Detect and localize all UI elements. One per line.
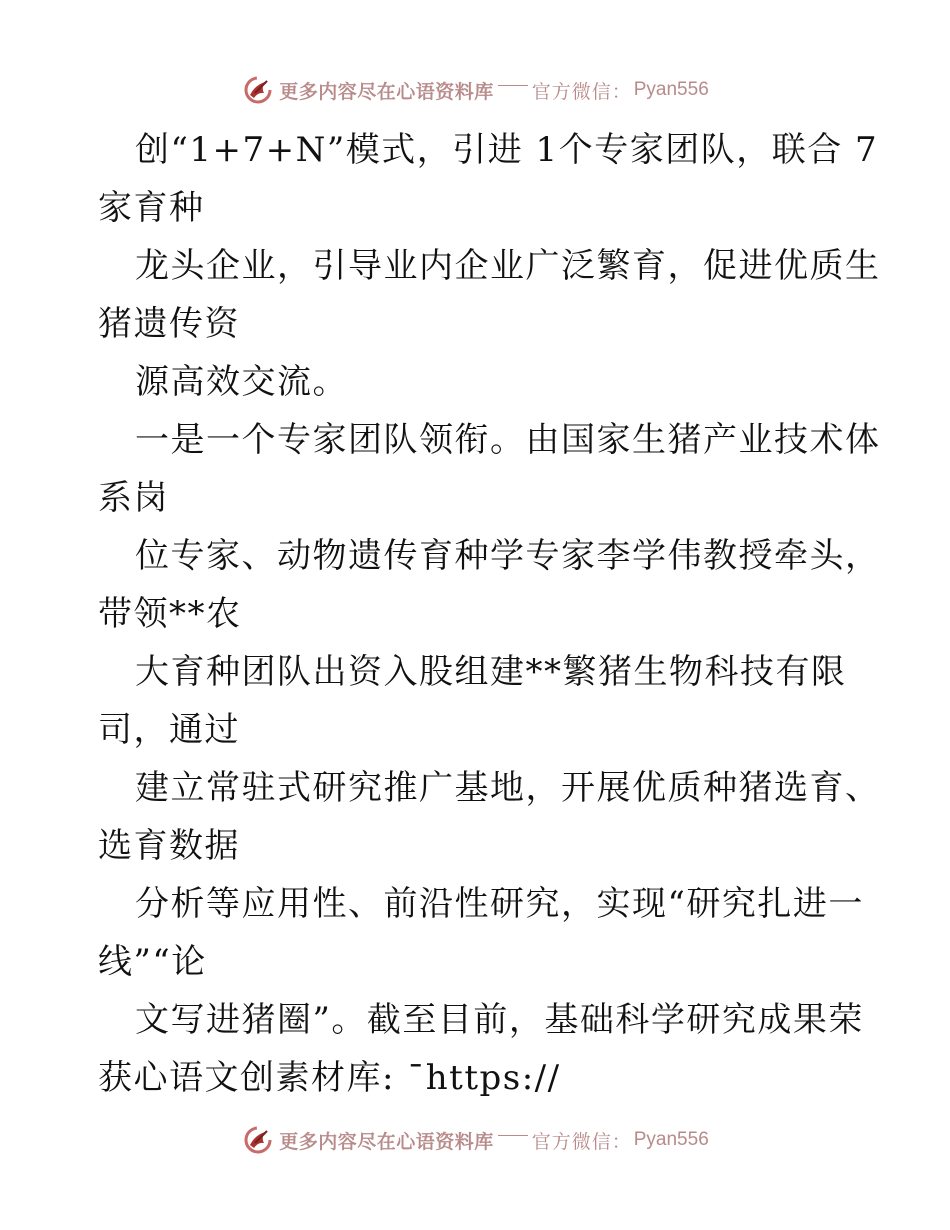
text-line: 选育数据 xyxy=(98,826,240,866)
text-line: 带领**农 xyxy=(98,594,242,634)
watermark-handle: Pyan556 xyxy=(633,79,709,100)
text-line: 猪遗传资 xyxy=(98,304,240,344)
text-line: 线”“论 xyxy=(98,942,207,982)
text-line: 司，通过 xyxy=(98,710,240,750)
header-watermark xyxy=(0,72,950,108)
watermark-label: 官方微信： xyxy=(531,1130,632,1153)
watermark-dash xyxy=(498,1135,528,1136)
footer-watermark xyxy=(0,1122,950,1158)
text-line: 文写进猪圈”。截至目前，基础科学研究成果荣 xyxy=(135,1000,864,1040)
text-line: 建立常驻式研究推广基地，开展优质种猪选育、 xyxy=(135,768,881,808)
text-line: 位专家、动物遗传育种学专家李学伟教授牵头， xyxy=(135,536,881,576)
watermark-label: 官方微信： xyxy=(531,80,632,103)
logo-icon xyxy=(241,73,275,107)
text-line: 一是一个专家团队领衔。由国家生猪产业技术体 xyxy=(135,420,881,460)
text-line: 系岗 xyxy=(98,478,169,518)
text-line: 分析等应用性、前沿性研究，实现“研究扎进一 xyxy=(135,884,864,924)
text-line: 龙头企业，引导业内企业广泛繁育，促进优质生 xyxy=(135,246,881,286)
logo-icon xyxy=(241,1123,275,1157)
watermark-main-text: 更多内容尽在心语资料库 xyxy=(279,80,494,103)
text-line: 创“1+7+N”模式，引进 1个专家团队，联合 7 xyxy=(135,130,879,170)
text-line: 源高效交流。 xyxy=(135,362,348,402)
text-line: 大育种团队出资入股组建**繁猪生物科技有限 xyxy=(135,652,847,692)
watermark-dash xyxy=(498,85,528,86)
watermark-main-text: 更多内容尽在心语资料库 xyxy=(279,1130,494,1153)
text-line: 家育种 xyxy=(98,188,205,228)
watermark-handle: Pyan556 xyxy=(633,1129,709,1150)
text-line: 获心语文创素材库: ¯https:// xyxy=(98,1058,561,1098)
